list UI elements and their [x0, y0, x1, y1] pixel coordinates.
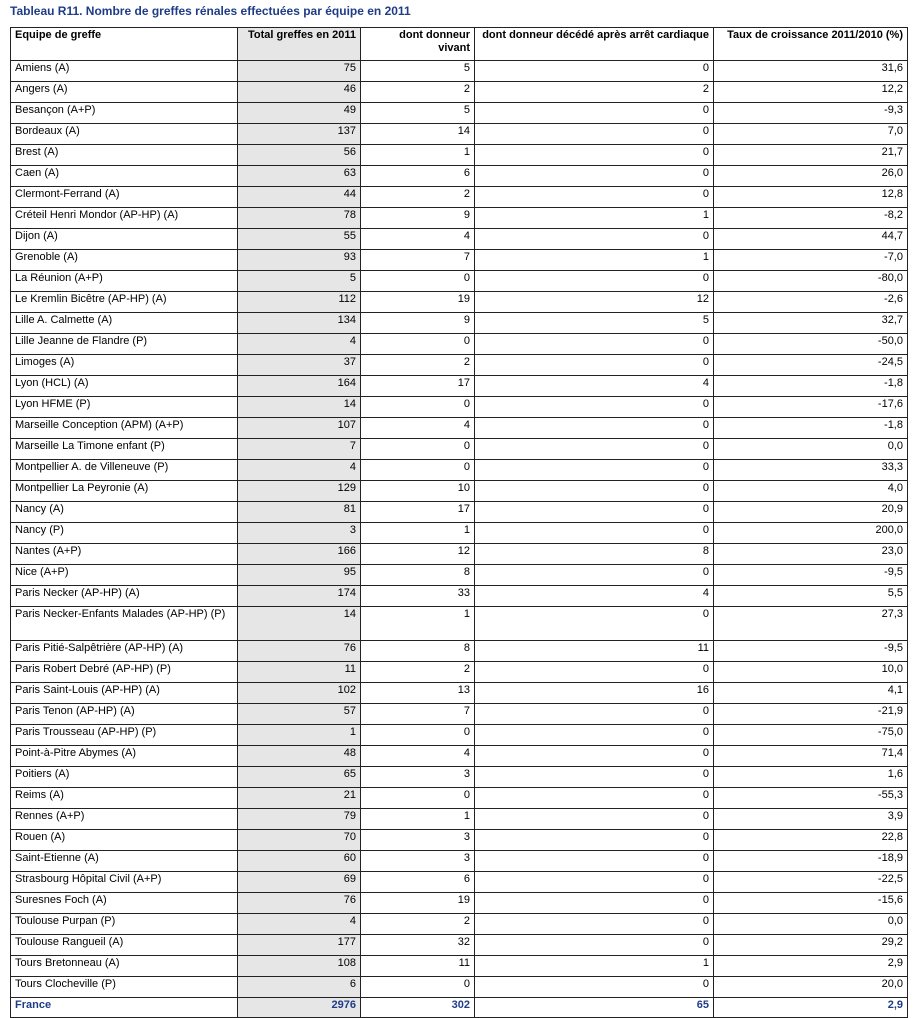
- cell-growth-rate: -55,3: [714, 788, 908, 809]
- cell-cardiac-arrest-donor: 5: [475, 313, 714, 334]
- column-header-growth-rate: Taux de croissance 2011/2010 (%): [714, 28, 908, 61]
- cell-growth-rate: -9,3: [714, 103, 908, 124]
- cell-living-donor: 11: [361, 956, 475, 977]
- cell-team: Nantes (A+P): [11, 544, 238, 565]
- cell-team: Angers (A): [11, 82, 238, 103]
- cell-team: Rennes (A+P): [11, 809, 238, 830]
- cell-total: 134: [238, 313, 361, 334]
- cell-living-donor: 0: [361, 725, 475, 746]
- cell-total: 107: [238, 418, 361, 439]
- table-row: [11, 187, 908, 208]
- cell-growth-rate: -22,5: [714, 872, 908, 893]
- cell-growth-rate: 44,7: [714, 229, 908, 250]
- table-row: [11, 607, 908, 641]
- cell-team: Toulouse Purpan (P): [11, 914, 238, 935]
- cell-total: 48: [238, 746, 361, 767]
- cell-total: 93: [238, 250, 361, 271]
- cell-total: 166: [238, 544, 361, 565]
- cell-growth-rate: 20,0: [714, 977, 908, 998]
- table-row: [11, 914, 908, 935]
- cell-growth-rate: -75,0: [714, 725, 908, 746]
- cell-living-donor: 2: [361, 662, 475, 683]
- cell-growth-rate: 4,0: [714, 481, 908, 502]
- cell-living-donor: 3: [361, 767, 475, 788]
- cell-living-donor: 1: [361, 145, 475, 166]
- cell-growth-rate: 12,8: [714, 187, 908, 208]
- cell-growth-rate: 7,0: [714, 124, 908, 145]
- cell-team: Montpellier A. de Villeneuve (P): [11, 460, 238, 481]
- cell-cardiac-arrest-donor: 0: [475, 271, 714, 292]
- table-row: [11, 103, 908, 124]
- cell-cardiac-arrest-donor: 0: [475, 893, 714, 914]
- table-row: [11, 746, 908, 767]
- cell-team: Tours Clocheville (P): [11, 977, 238, 998]
- cell-total: 7: [238, 439, 361, 460]
- cell-living-donor: 2: [361, 914, 475, 935]
- table-row: [11, 872, 908, 893]
- cell-cardiac-arrest-donor: 0: [475, 662, 714, 683]
- cell-living-donor: 12: [361, 544, 475, 565]
- table-row: [11, 767, 908, 788]
- cell-cardiac-arrest-donor: 0: [475, 481, 714, 502]
- total-label: France: [11, 998, 238, 1018]
- cell-total: 79: [238, 809, 361, 830]
- cell-growth-rate: -9,5: [714, 641, 908, 662]
- table-row: [11, 704, 908, 725]
- cell-total: 21: [238, 788, 361, 809]
- cell-growth-rate: 29,2: [714, 935, 908, 956]
- cell-living-donor: 4: [361, 746, 475, 767]
- kidney-transplant-table: [10, 27, 908, 1018]
- cell-team: Grenoble (A): [11, 250, 238, 271]
- total-transplants: 2976: [238, 998, 361, 1018]
- cell-growth-rate: -15,6: [714, 893, 908, 914]
- cell-total: 129: [238, 481, 361, 502]
- table-row: [11, 124, 908, 145]
- cell-total: 11: [238, 662, 361, 683]
- cell-team: Montpellier La Peyronie (A): [11, 481, 238, 502]
- cell-cardiac-arrest-donor: 0: [475, 788, 714, 809]
- cell-living-donor: 7: [361, 250, 475, 271]
- cell-team: Tours Bretonneau (A): [11, 956, 238, 977]
- cell-total: 44: [238, 187, 361, 208]
- cell-total: 14: [238, 397, 361, 418]
- cell-cardiac-arrest-donor: 0: [475, 977, 714, 998]
- cell-total: 78: [238, 208, 361, 229]
- cell-team: Paris Pitié-Salpêtrière (AP-HP) (A): [11, 641, 238, 662]
- cell-growth-rate: 31,6: [714, 61, 908, 82]
- cell-team: Paris Necker (AP-HP) (A): [11, 586, 238, 607]
- cell-total: 46: [238, 82, 361, 103]
- cell-living-donor: 0: [361, 460, 475, 481]
- cell-team: Nice (A+P): [11, 565, 238, 586]
- table-row: [11, 145, 908, 166]
- cell-growth-rate: -2,6: [714, 292, 908, 313]
- cell-growth-rate: 22,8: [714, 830, 908, 851]
- table-row: [11, 586, 908, 607]
- table-row: [11, 61, 908, 82]
- cell-team: Lille Jeanne de Flandre (P): [11, 334, 238, 355]
- cell-cardiac-arrest-donor: 0: [475, 935, 714, 956]
- cell-living-donor: 5: [361, 61, 475, 82]
- cell-team: Clermont-Ferrand (A): [11, 187, 238, 208]
- cell-total: 81: [238, 502, 361, 523]
- cell-growth-rate: 10,0: [714, 662, 908, 683]
- cell-total: 65: [238, 767, 361, 788]
- cell-cardiac-arrest-donor: 2: [475, 82, 714, 103]
- cell-team: Paris Necker-Enfants Malades (AP-HP) (P): [11, 607, 238, 641]
- cell-living-donor: 1: [361, 809, 475, 830]
- cell-team: Reims (A): [11, 788, 238, 809]
- total-growth-rate: 2,9: [714, 998, 908, 1018]
- cell-living-donor: 4: [361, 229, 475, 250]
- cell-cardiac-arrest-donor: 1: [475, 956, 714, 977]
- cell-total: 70: [238, 830, 361, 851]
- cell-cardiac-arrest-donor: 16: [475, 683, 714, 704]
- cell-total: 174: [238, 586, 361, 607]
- cell-living-donor: 6: [361, 872, 475, 893]
- cell-growth-rate: 26,0: [714, 166, 908, 187]
- cell-living-donor: 3: [361, 851, 475, 872]
- cell-total: 75: [238, 61, 361, 82]
- table-row: [11, 788, 908, 809]
- cell-team: Bordeaux (A): [11, 124, 238, 145]
- cell-team: Toulouse Rangueil (A): [11, 935, 238, 956]
- cell-living-donor: 0: [361, 334, 475, 355]
- cell-cardiac-arrest-donor: 0: [475, 725, 714, 746]
- table-row: [11, 662, 908, 683]
- cell-growth-rate: -80,0: [714, 271, 908, 292]
- table-title: Tableau R11. Nombre de greffes rénales effectuées par équipe en 2011: [10, 4, 411, 18]
- cell-living-donor: 1: [361, 607, 475, 641]
- cell-team: Dijon (A): [11, 229, 238, 250]
- cell-total: 76: [238, 641, 361, 662]
- cell-cardiac-arrest-donor: 4: [475, 586, 714, 607]
- cell-total: 49: [238, 103, 361, 124]
- cell-team: Créteil Henri Mondor (AP-HP) (A): [11, 208, 238, 229]
- table-row: [11, 82, 908, 103]
- table-row: [11, 683, 908, 704]
- cell-total: 56: [238, 145, 361, 166]
- cell-growth-rate: 32,7: [714, 313, 908, 334]
- cell-cardiac-arrest-donor: 0: [475, 103, 714, 124]
- cell-cardiac-arrest-donor: 4: [475, 376, 714, 397]
- cell-growth-rate: 23,0: [714, 544, 908, 565]
- cell-cardiac-arrest-donor: 0: [475, 565, 714, 586]
- cell-team: Rouen (A): [11, 830, 238, 851]
- cell-living-donor: 4: [361, 418, 475, 439]
- cell-growth-rate: 3,9: [714, 809, 908, 830]
- table-row: [11, 271, 908, 292]
- table-row: [11, 977, 908, 998]
- table-row: [11, 641, 908, 662]
- total-row: [11, 998, 908, 1018]
- cell-cardiac-arrest-donor: 0: [475, 767, 714, 788]
- cell-cardiac-arrest-donor: 11: [475, 641, 714, 662]
- cell-living-donor: 17: [361, 502, 475, 523]
- cell-growth-rate: 200,0: [714, 523, 908, 544]
- cell-cardiac-arrest-donor: 0: [475, 830, 714, 851]
- cell-living-donor: 2: [361, 82, 475, 103]
- cell-living-donor: 33: [361, 586, 475, 607]
- cell-growth-rate: 12,2: [714, 82, 908, 103]
- cell-living-donor: 13: [361, 683, 475, 704]
- table-row: [11, 565, 908, 586]
- table-row: [11, 893, 908, 914]
- header-row: [11, 28, 908, 61]
- cell-living-donor: 0: [361, 788, 475, 809]
- cell-growth-rate: 20,9: [714, 502, 908, 523]
- cell-team: Strasbourg Hôpital Civil (A+P): [11, 872, 238, 893]
- cell-cardiac-arrest-donor: 0: [475, 914, 714, 935]
- cell-growth-rate: 2,9: [714, 956, 908, 977]
- cell-cardiac-arrest-donor: 0: [475, 704, 714, 725]
- cell-cardiac-arrest-donor: 0: [475, 418, 714, 439]
- table-row: [11, 725, 908, 746]
- cell-living-donor: 5: [361, 103, 475, 124]
- cell-living-donor: 9: [361, 208, 475, 229]
- cell-team: Marseille La Timone enfant (P): [11, 439, 238, 460]
- cell-growth-rate: -1,8: [714, 418, 908, 439]
- cell-total: 55: [238, 229, 361, 250]
- cell-living-donor: 9: [361, 313, 475, 334]
- cell-total: 95: [238, 565, 361, 586]
- total-living-donor: 302: [361, 998, 475, 1018]
- cell-total: 14: [238, 607, 361, 641]
- cell-growth-rate: -18,9: [714, 851, 908, 872]
- cell-cardiac-arrest-donor: 0: [475, 61, 714, 82]
- cell-team: Marseille Conception (APM) (A+P): [11, 418, 238, 439]
- table-row: [11, 355, 908, 376]
- cell-cardiac-arrest-donor: 0: [475, 460, 714, 481]
- cell-total: 5: [238, 271, 361, 292]
- cell-growth-rate: 27,3: [714, 607, 908, 641]
- cell-growth-rate: -7,0: [714, 250, 908, 271]
- cell-cardiac-arrest-donor: 0: [475, 872, 714, 893]
- cell-team: Paris Trousseau (AP-HP) (P): [11, 725, 238, 746]
- cell-team: Lyon (HCL) (A): [11, 376, 238, 397]
- cell-team: Caen (A): [11, 166, 238, 187]
- cell-growth-rate: 5,5: [714, 586, 908, 607]
- cell-team: Amiens (A): [11, 61, 238, 82]
- cell-total: 164: [238, 376, 361, 397]
- cell-cardiac-arrest-donor: 1: [475, 208, 714, 229]
- cell-cardiac-arrest-donor: 1: [475, 250, 714, 271]
- cell-team: Besançon (A+P): [11, 103, 238, 124]
- column-header-living-donor: dont donneur vivant: [361, 28, 475, 61]
- cell-living-donor: 0: [361, 977, 475, 998]
- table-row: [11, 250, 908, 271]
- cell-team: Suresnes Foch (A): [11, 893, 238, 914]
- cell-living-donor: 8: [361, 641, 475, 662]
- cell-total: 76: [238, 893, 361, 914]
- cell-cardiac-arrest-donor: 12: [475, 292, 714, 313]
- cell-growth-rate: -24,5: [714, 355, 908, 376]
- table-row: [11, 851, 908, 872]
- cell-living-donor: 17: [361, 376, 475, 397]
- cell-total: 69: [238, 872, 361, 893]
- cell-living-donor: 19: [361, 893, 475, 914]
- cell-total: 4: [238, 914, 361, 935]
- cell-cardiac-arrest-donor: 0: [475, 229, 714, 250]
- cell-total: 4: [238, 460, 361, 481]
- cell-growth-rate: -9,5: [714, 565, 908, 586]
- cell-growth-rate: 21,7: [714, 145, 908, 166]
- table-row: [11, 208, 908, 229]
- cell-cardiac-arrest-donor: 0: [475, 397, 714, 418]
- cell-cardiac-arrest-donor: 0: [475, 355, 714, 376]
- cell-cardiac-arrest-donor: 0: [475, 746, 714, 767]
- cell-cardiac-arrest-donor: 0: [475, 851, 714, 872]
- cell-team: Le Kremlin Bicêtre (AP-HP) (A): [11, 292, 238, 313]
- cell-team: Nancy (A): [11, 502, 238, 523]
- cell-team: La Réunion (A+P): [11, 271, 238, 292]
- table-row: [11, 523, 908, 544]
- table-row: [11, 397, 908, 418]
- cell-total: 3: [238, 523, 361, 544]
- cell-cardiac-arrest-donor: 0: [475, 523, 714, 544]
- cell-growth-rate: -17,6: [714, 397, 908, 418]
- table-row: [11, 313, 908, 334]
- cell-total: 4: [238, 334, 361, 355]
- cell-living-donor: 3: [361, 830, 475, 851]
- table-row: [11, 439, 908, 460]
- cell-cardiac-arrest-donor: 0: [475, 145, 714, 166]
- cell-team: Poitiers (A): [11, 767, 238, 788]
- cell-team: Nancy (P): [11, 523, 238, 544]
- cell-cardiac-arrest-donor: 0: [475, 187, 714, 208]
- table-row: [11, 376, 908, 397]
- column-header-cardiac-arrest-donor: dont donneur décédé après arrêt cardiaque: [475, 28, 714, 61]
- cell-cardiac-arrest-donor: 0: [475, 334, 714, 355]
- table-row: [11, 334, 908, 355]
- cell-living-donor: 10: [361, 481, 475, 502]
- cell-cardiac-arrest-donor: 0: [475, 607, 714, 641]
- cell-living-donor: 2: [361, 355, 475, 376]
- cell-total: 60: [238, 851, 361, 872]
- cell-growth-rate: 71,4: [714, 746, 908, 767]
- cell-living-donor: 14: [361, 124, 475, 145]
- cell-total: 112: [238, 292, 361, 313]
- cell-living-donor: 2: [361, 187, 475, 208]
- cell-team: Saint-Etienne (A): [11, 851, 238, 872]
- cell-cardiac-arrest-donor: 8: [475, 544, 714, 565]
- cell-growth-rate: 1,6: [714, 767, 908, 788]
- cell-living-donor: 6: [361, 166, 475, 187]
- cell-growth-rate: -1,8: [714, 376, 908, 397]
- cell-team: Lyon HFME (P): [11, 397, 238, 418]
- cell-total: 177: [238, 935, 361, 956]
- cell-growth-rate: -21,9: [714, 704, 908, 725]
- table-row: [11, 956, 908, 977]
- cell-total: 1: [238, 725, 361, 746]
- cell-growth-rate: 0,0: [714, 439, 908, 460]
- column-header-team: Equipe de greffe: [11, 28, 238, 61]
- cell-total: 57: [238, 704, 361, 725]
- table-body: [11, 61, 908, 998]
- cell-total: 102: [238, 683, 361, 704]
- cell-growth-rate: -8,2: [714, 208, 908, 229]
- table-row: [11, 166, 908, 187]
- column-header-total: Total greffes en 2011: [238, 28, 361, 61]
- table-row: [11, 481, 908, 502]
- cell-cardiac-arrest-donor: 0: [475, 439, 714, 460]
- cell-growth-rate: 4,1: [714, 683, 908, 704]
- cell-team: Brest (A): [11, 145, 238, 166]
- cell-living-donor: 7: [361, 704, 475, 725]
- table-row: [11, 502, 908, 523]
- cell-growth-rate: 0,0: [714, 914, 908, 935]
- cell-cardiac-arrest-donor: 0: [475, 502, 714, 523]
- table-row: [11, 418, 908, 439]
- cell-growth-rate: 33,3: [714, 460, 908, 481]
- cell-growth-rate: -50,0: [714, 334, 908, 355]
- cell-total: 108: [238, 956, 361, 977]
- cell-cardiac-arrest-donor: 0: [475, 124, 714, 145]
- table-row: [11, 292, 908, 313]
- cell-living-donor: 19: [361, 292, 475, 313]
- table-row: [11, 809, 908, 830]
- cell-cardiac-arrest-donor: 0: [475, 166, 714, 187]
- cell-team: Lille A. Calmette (A): [11, 313, 238, 334]
- table-row: [11, 460, 908, 481]
- cell-total: 37: [238, 355, 361, 376]
- cell-total: 6: [238, 977, 361, 998]
- total-cardiac-arrest-donor: 65: [475, 998, 714, 1018]
- cell-team: Limoges (A): [11, 355, 238, 376]
- table-row: [11, 544, 908, 565]
- cell-team: Paris Saint-Louis (AP-HP) (A): [11, 683, 238, 704]
- cell-total: 137: [238, 124, 361, 145]
- cell-team: Paris Tenon (AP-HP) (A): [11, 704, 238, 725]
- cell-team: Point-à-Pitre Abymes (A): [11, 746, 238, 767]
- table-row: [11, 830, 908, 851]
- cell-living-donor: 0: [361, 439, 475, 460]
- cell-total: 63: [238, 166, 361, 187]
- table-row: [11, 229, 908, 250]
- cell-team: Paris Robert Debré (AP-HP) (P): [11, 662, 238, 683]
- table-row: [11, 935, 908, 956]
- cell-living-donor: 1: [361, 523, 475, 544]
- cell-cardiac-arrest-donor: 0: [475, 809, 714, 830]
- cell-living-donor: 0: [361, 271, 475, 292]
- cell-living-donor: 32: [361, 935, 475, 956]
- cell-living-donor: 8: [361, 565, 475, 586]
- cell-living-donor: 0: [361, 397, 475, 418]
